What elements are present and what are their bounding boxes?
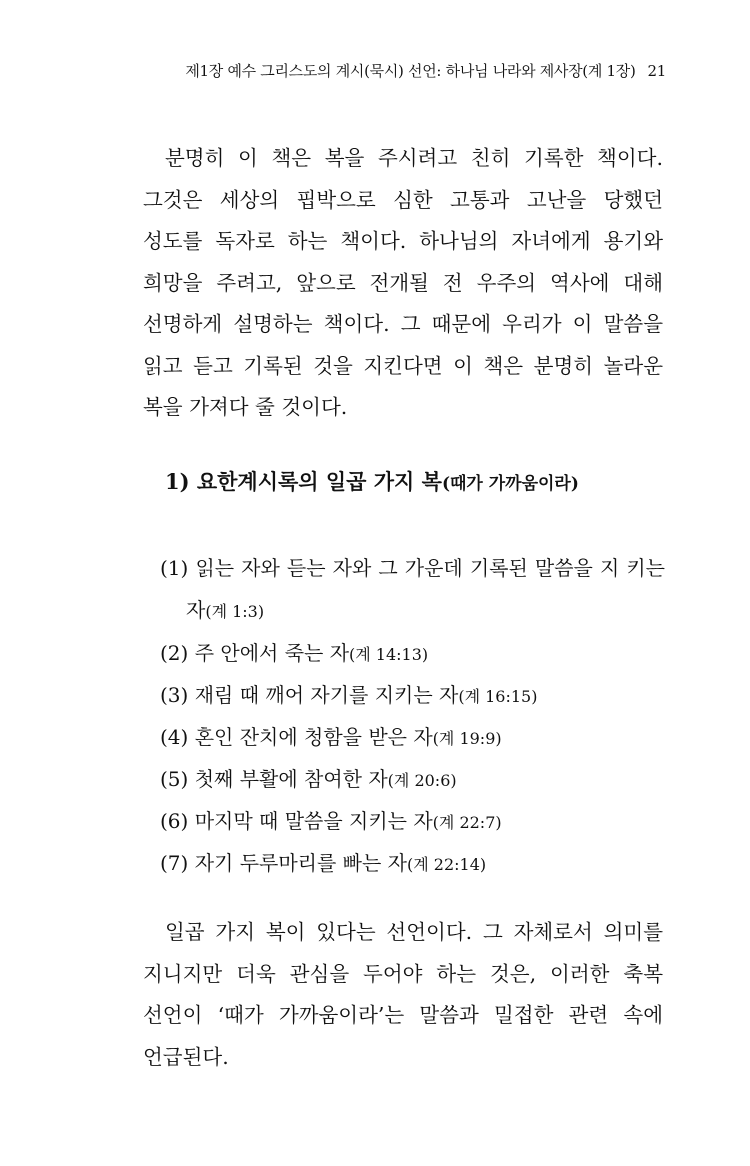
item-number: (1) [160,556,189,580]
scripture-reference: (계 1:3) [205,602,265,621]
blessing-list [160,547,665,885]
scripture-reference: (계 22:14) [406,855,487,874]
scripture-reference: (계 19:9) [432,729,502,748]
item-text: 자기 두루마리를 빠는 자 [194,851,407,875]
intro-paragraph [143,138,663,429]
running-header [100,60,666,81]
list-item [160,547,665,633]
scripture-reference: (계 22:7) [432,813,502,832]
item-number: (4) [160,725,189,749]
item-number: (3) [160,683,189,707]
section-heading-text: 1) 요한계시록의 일곱 가지 복 [165,469,442,494]
list-item [160,801,665,843]
list-item [160,843,665,885]
list-item [160,675,665,717]
item-text: 재림 때 깨어 자기를 지키는 자 [194,683,459,707]
closing-paragraph [143,912,663,1078]
item-number: (6) [160,809,189,833]
item-number: (2) [160,641,189,665]
section-subheading: (때가 가까움이라) [441,474,579,494]
item-text: 주 안에서 죽는 자 [194,641,350,665]
closing-paragraph-text: 일곱 가지 복이 있다는 선언이다. 그 자체로서 의미를 지니지만 더욱 관심을 두어야 하는 것은, 이러한 축복 선언이 ‘때가 가까움이라’는 말씀과 밀접한 관련 속에 언급된다. [143,920,663,1069]
item-text: 첫째 부활에 참여한 자 [194,767,388,791]
list-item [160,759,665,801]
scripture-reference: (계 20:6) [387,771,457,790]
list-item [160,717,665,759]
scripture-reference: (계 14:13) [349,645,429,664]
item-number: (7) [160,851,189,875]
intro-paragraph-text: 분명히 이 책은 복을 주시려고 친히 기록한 책이다. 그것은 세상의 핍박으로 심한 고통과 고난을 당했던 성도를 독자로 하는 책이다. 하나님의 자녀에게 용기와 희망을 주려고, 앞으로 전개될 전 우주의 역사에 대해 선명하게 설명하는 책이다. 그 때문에 우리가 이 말씀을 읽고 듣고 기록된 것을 지킨다면 이 책은 분명히 놀라운 복을 가져다 줄 것이다. [143,146,663,419]
page-number: 21 [647,62,666,80]
scripture-reference: (계 16:15) [458,687,538,706]
item-text: 읽는 자와 듣는 자와 그 가운데 기록된 말씀을 지 키는 자 [186,556,665,622]
list-item [160,633,665,675]
item-text: 마지막 때 말씀을 지키는 자 [194,809,433,833]
chapter-title: 제1장 예수 그리스도의 계시(묵시) 선언: 하나님 나라와 제사장(계 1장) [185,62,636,80]
section-heading [165,466,579,496]
item-text: 혼인 잔치에 청함을 받은 자 [194,725,433,749]
item-number: (5) [160,767,189,791]
